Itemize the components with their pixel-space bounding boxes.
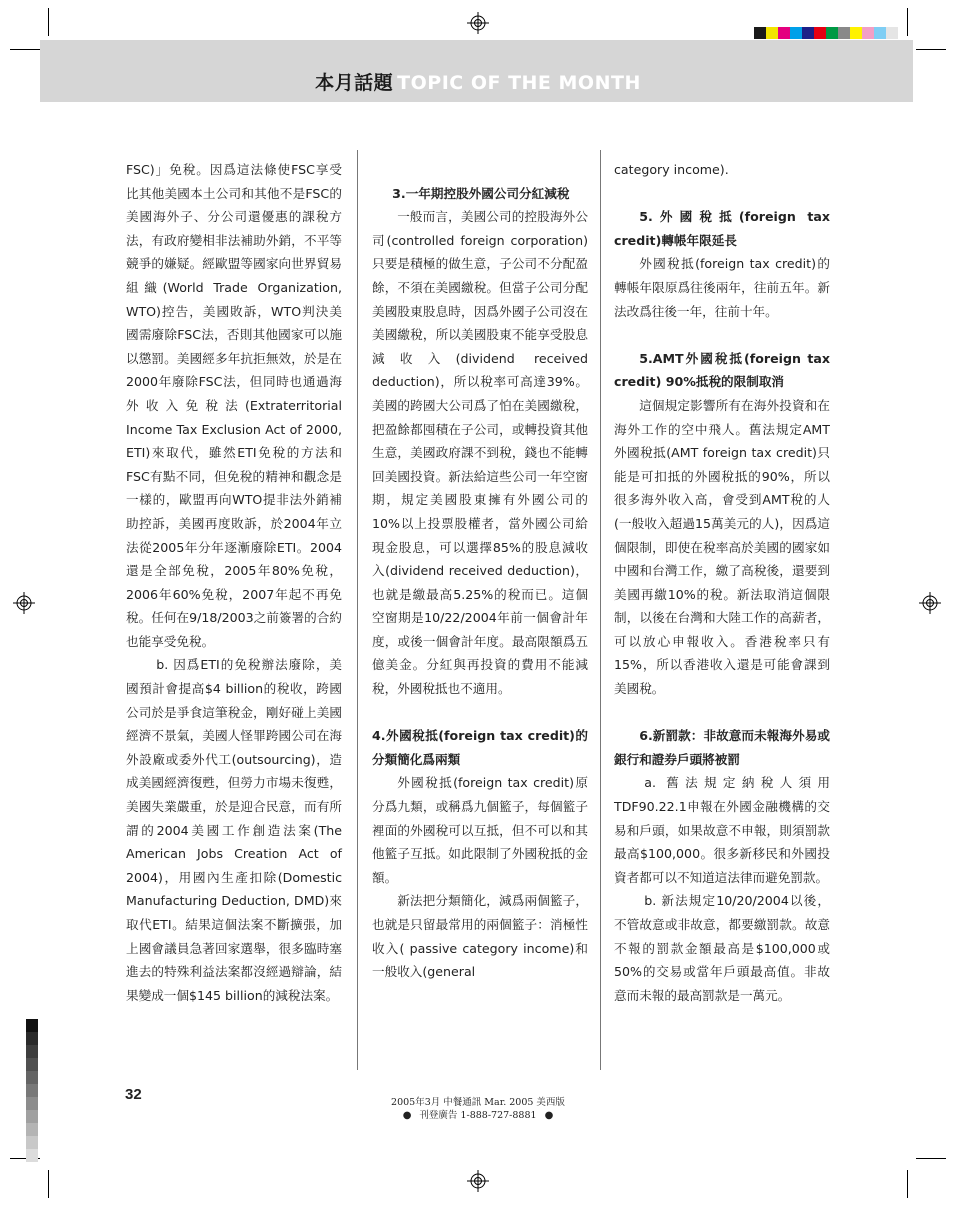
color-swatch [826, 27, 838, 39]
section-heading: 4.外國稅抵(foreign tax credit)的分類簡化爲兩類 [372, 728, 588, 767]
paragraph: b. 因爲ETI的免稅辦法廢除，美國預計會提高$4 billion的稅收，跨國公司於是爭食這筆稅金，剛好碰上美國經濟不景氣，美國人怪罪跨國公司在海外設廠或委外代工(outsourcing)，造成美國經濟復甦，但勞力市場未復甦，美國失業嚴重，於是迎合民意，而有所謂的2004美國工作創造法案(The American Jobs Creation Act of 2004)，用國內生產扣除(Domestic Manufacturing Deduction, DMD)來取代ETI。結果這個法案不斷擴張，加上國會議員急著回家選舉，很多臨時塞進去的特殊利益法案都沒經過辯論，結果變成一個$145 billion的減稅法案。 [126, 657, 342, 1003]
section-title-en: TOPIC OF THE MONTH [397, 72, 641, 94]
paragraph: 外國稅抵(foreign tax credit)原分爲九類，或稱爲九個籃子，每個籃子裡面的外國稅可以互抵，但不可以和其他籃子互抵。如此限制了外國稅抵的金額。 [372, 775, 588, 885]
section-heading: 6.新罰款：非故意而未報海外易或銀行和證券戶頭將被罰 [614, 728, 830, 767]
gray-swatch [26, 1019, 38, 1032]
article-column-1 [126, 158, 342, 1007]
color-swatch [814, 27, 826, 39]
paragraph: FSC)」免稅。因爲這法條使FSC享受比其他美國本土公司和其他不是FSC的美國海外子、分公司還優惠的課稅方法，有政府變相非法補助外銷，不平等競爭的嫌疑。經歐盟等國家向世界貿易組織(World Trade Organization, WTO)控告，美國敗訴，WTO判決美國需廢除FSC法，否則其他國家可以施以懲罰。美國經多年抗拒無效，於是在2000年廢除FSC法，但同時也通過海外收入免稅法(Extraterritorial Income Tax Exclusion Act of 2000, ETI)來取代，雖然ETI免稅的方法和FSC有點不同，但免稅的精神和觀念是一樣的，歐盟再向WTO提非法外銷補助控訴，美國再度敗訴，於2004年立法從2005年分年逐漸廢除ETI。2004還是全部免稅，2005年80%免稅，2006年60%免稅，2007年起不再免稅。任何在9/18/2003之前簽署的合約也能享受免稅。 [126, 162, 342, 649]
gray-swatch [26, 1123, 38, 1136]
color-swatch [778, 27, 790, 39]
section-title [0, 68, 956, 95]
crop-mark [916, 49, 946, 50]
paragraph: 新法把分類簡化，減爲兩個籃子，也就是只留最常用的兩個籃子：消極性收入( passive category income)和一般收入(general [372, 893, 588, 980]
paragraph: 外國稅抵(foreign tax credit)的轉帳年限原爲往後兩年，往前五年。新法改爲往後一年，往前十年。 [614, 256, 830, 319]
footer-ad-text: 刊登廣告 1-888-727-8881 [419, 1110, 537, 1121]
crop-mark [907, 1170, 908, 1198]
color-swatch [862, 27, 874, 39]
section-title-zh: 本月話題 [315, 72, 394, 94]
color-swatch [754, 27, 766, 39]
color-swatch [886, 27, 898, 39]
gray-swatch [26, 1136, 38, 1149]
bullet-icon: ● [402, 1110, 412, 1121]
section-heading: 5.AMT外國稅抵(foreign tax credit) 90%抵稅的限制取消 [614, 350, 830, 390]
registration-mark-icon [13, 592, 35, 614]
crop-mark [916, 1158, 946, 1159]
page-footer [0, 1096, 956, 1122]
article-column-3 [614, 158, 830, 1007]
gray-swatch [26, 1045, 38, 1058]
gray-swatch [26, 1149, 38, 1162]
footer-ad-line [0, 1109, 956, 1122]
footer-publication: 2005年3月 中餐通訊 Mar. 2005 美西版 [391, 1097, 565, 1108]
registration-mark-icon [467, 12, 489, 34]
column-divider [600, 150, 601, 1070]
registration-mark-icon [919, 592, 941, 614]
column-divider [357, 150, 358, 1070]
paragraph: 這個規定影響所有在海外投資和在海外工作的空中飛人。舊法規定AMT外國稅抵(AMT foreign tax credit)只能是可扣抵的外國稅抵的90%，所以很多海外收入高，會受到AMT稅的人(一般收入超過15萬美元的人)，因爲這個限制，即使在稅率高於美國的國家如中國和台灣工作，繳了高稅後，還要到美國再繳10%的稅。新法取消這個限制，以後在台灣和大陸工作的高薪者，可以放心申報收入。香港稅率只有15%，所以香港收入還是可能會課到美國稅。 [614, 397, 830, 697]
color-bar [754, 27, 898, 39]
bullet-icon: ● [544, 1110, 554, 1121]
page-number: 32 [125, 1086, 142, 1103]
crop-mark [907, 8, 908, 36]
paragraph: category income). [614, 162, 729, 177]
color-swatch [850, 27, 862, 39]
article-column-2 [372, 158, 588, 984]
crop-mark [48, 8, 49, 36]
crop-mark [48, 1170, 49, 1198]
gray-swatch [26, 1032, 38, 1045]
section-heading: 5.外國稅抵(foreign tax credit)轉帳年限延長 [614, 209, 830, 248]
gray-swatch [26, 1071, 38, 1084]
registration-mark-icon [467, 1170, 489, 1192]
grayscale-bar [26, 1019, 38, 1162]
paragraph: b. 新法規定10/20/2004以後，不管故意或非故意，都要繳罰款。故意不報的罰款金額最高是$100,000或50%的交易或當年戶頭最高值。非故意而未報的最高罰款是一萬元。 [614, 893, 830, 1003]
color-swatch [838, 27, 850, 39]
gray-swatch [26, 1058, 38, 1071]
section-heading: 3.一年期控股外國公司分紅減稅 [392, 185, 570, 201]
crop-mark [10, 49, 40, 50]
paragraph: a. 舊法規定納稅人須用TDF90.22.1申報在外國金融機構的交易和戶頭，如果故意不申報，則須罰款最高$100,000。很多新移民和外國投資者都可以不知道這法律而避免罰款。 [614, 775, 830, 885]
color-swatch [874, 27, 886, 39]
color-swatch [802, 27, 814, 39]
color-swatch [790, 27, 802, 39]
color-swatch [766, 27, 778, 39]
paragraph: 一般而言，美國公司的控股海外公司(controlled foreign corporation)只要是積極的做生意，子公司不分配盈餘，不須在美國繳稅。但當子公司分配美國股東股息時，因爲外國子公司沒在美國繳稅，所以美國股東不能享受股息減收入(dividend received deduction)，所以稅率可高達39%。美國的跨國大公司爲了怕在美國繳稅，把盈餘都囤積在子公司，或轉投資其他生意，美國政府課不到稅，錢也不能轉回美國投資。新法給這些公司一年空窗期，規定美國股東擁有外國公司的10%以上投票股權者，當外國公司給現金股息，可以選擇85%的股息減收入(dividend received deduction)，也就是繳最高5.25%的稅而已。這個空窗期是10/22/2004年前一個會計年度，或後一個會計年度。最高限額爲五億美金。分紅與再投資的費用不能減稅，外國稅抵也不適用。 [372, 209, 588, 697]
